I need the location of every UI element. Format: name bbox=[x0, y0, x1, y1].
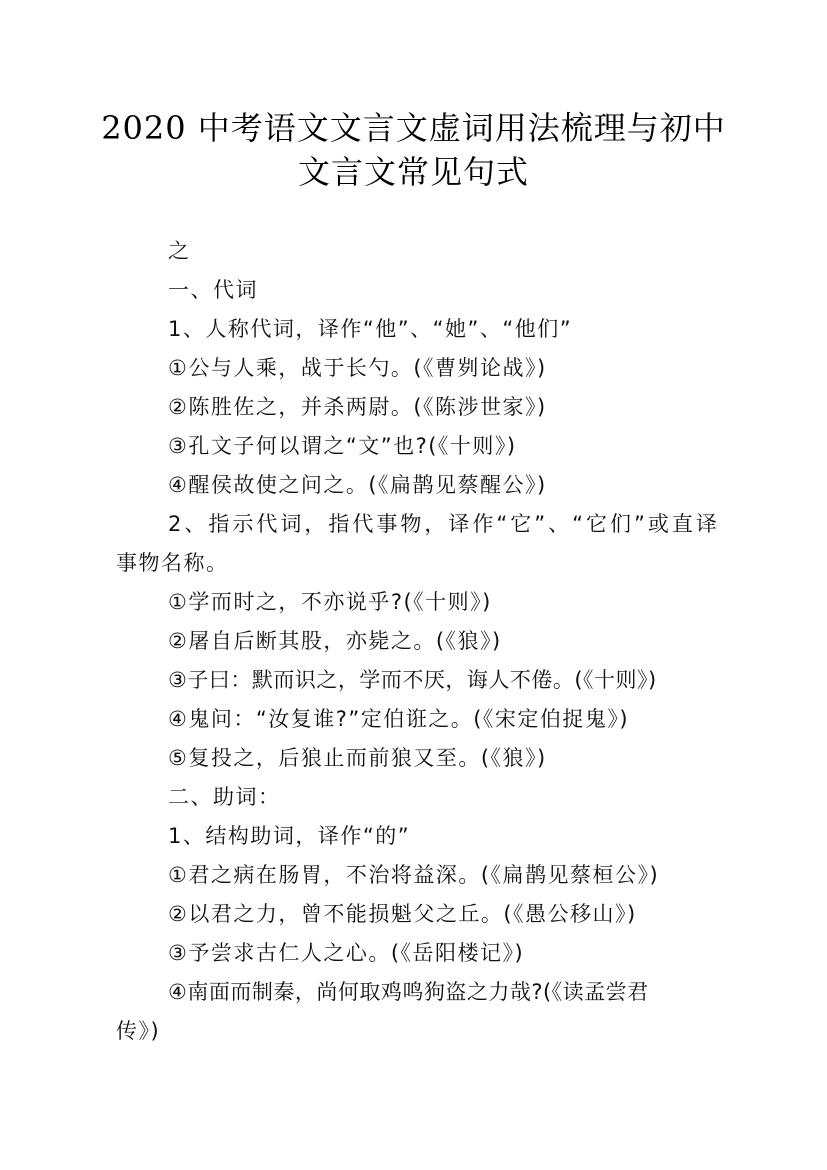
example-sentence: ④鬼问：“汝复谁?”定伯诳之。(《宋定伯捉鬼》) bbox=[168, 707, 630, 731]
example-sentence: ④南面而制秦，尚何取鸡鸣狗盗之力哉?(《读孟尝君 bbox=[168, 980, 649, 1004]
example-sentence: ④醒侯故使之问之。(《扁鹊见蔡醒公》) bbox=[168, 473, 547, 497]
paragraph: 1、人称代词，译作“他”、“她”、“他们” bbox=[168, 317, 573, 341]
section-heading: 之 bbox=[168, 239, 191, 263]
example-sentence: ②屠自后断其股，亦毙之。(《狼》) bbox=[168, 629, 502, 653]
example-sentence: ②陈胜佐之，并杀两尉。(《陈涉世家》) bbox=[168, 395, 547, 419]
example-sentence: ①公与人乘，战于长勺。(《曹刿论战》) bbox=[168, 356, 547, 380]
example-sentence: ①学而时之，不亦说乎?(《十则》) bbox=[168, 590, 492, 614]
example-sentence: ③孔文子何以谓之“文”也?(《十则》) bbox=[168, 434, 517, 458]
example-sentence: ⑤复投之，后狼止而前狼又至。(《狼》) bbox=[168, 746, 547, 770]
document-title-line-1: 2020 中考语文文言文虚词用法梳理与初中 bbox=[101, 109, 726, 147]
document-title-line-2: 文言文常见句式 bbox=[297, 153, 529, 191]
example-sentence: ①君之病在肠胃，不治将益深。(《扁鹊见蔡桓公》) bbox=[168, 863, 660, 887]
paragraph: 2、指示代词，指代事物，译作“它”、“它们”或直译 bbox=[168, 512, 720, 536]
paragraph-continuation: 事物名称。 bbox=[116, 551, 229, 575]
example-sentence-continuation: 传》) bbox=[116, 1019, 161, 1043]
example-sentence: ②以君之力，曾不能损魁父之丘。(《愚公移山》) bbox=[168, 902, 637, 926]
example-sentence: ③予尝求古仁人之心。(《岳阳楼记》) bbox=[168, 941, 525, 965]
subsection-heading: 一、代词 bbox=[168, 278, 258, 302]
subsection-heading: 二、助词： bbox=[168, 785, 281, 809]
example-sentence: ③子曰：默而识之，学而不厌，诲人不倦。(《十则》) bbox=[168, 668, 657, 692]
document-body bbox=[116, 232, 720, 1051]
paragraph: 1、结构助词，译作“的” bbox=[168, 824, 411, 848]
